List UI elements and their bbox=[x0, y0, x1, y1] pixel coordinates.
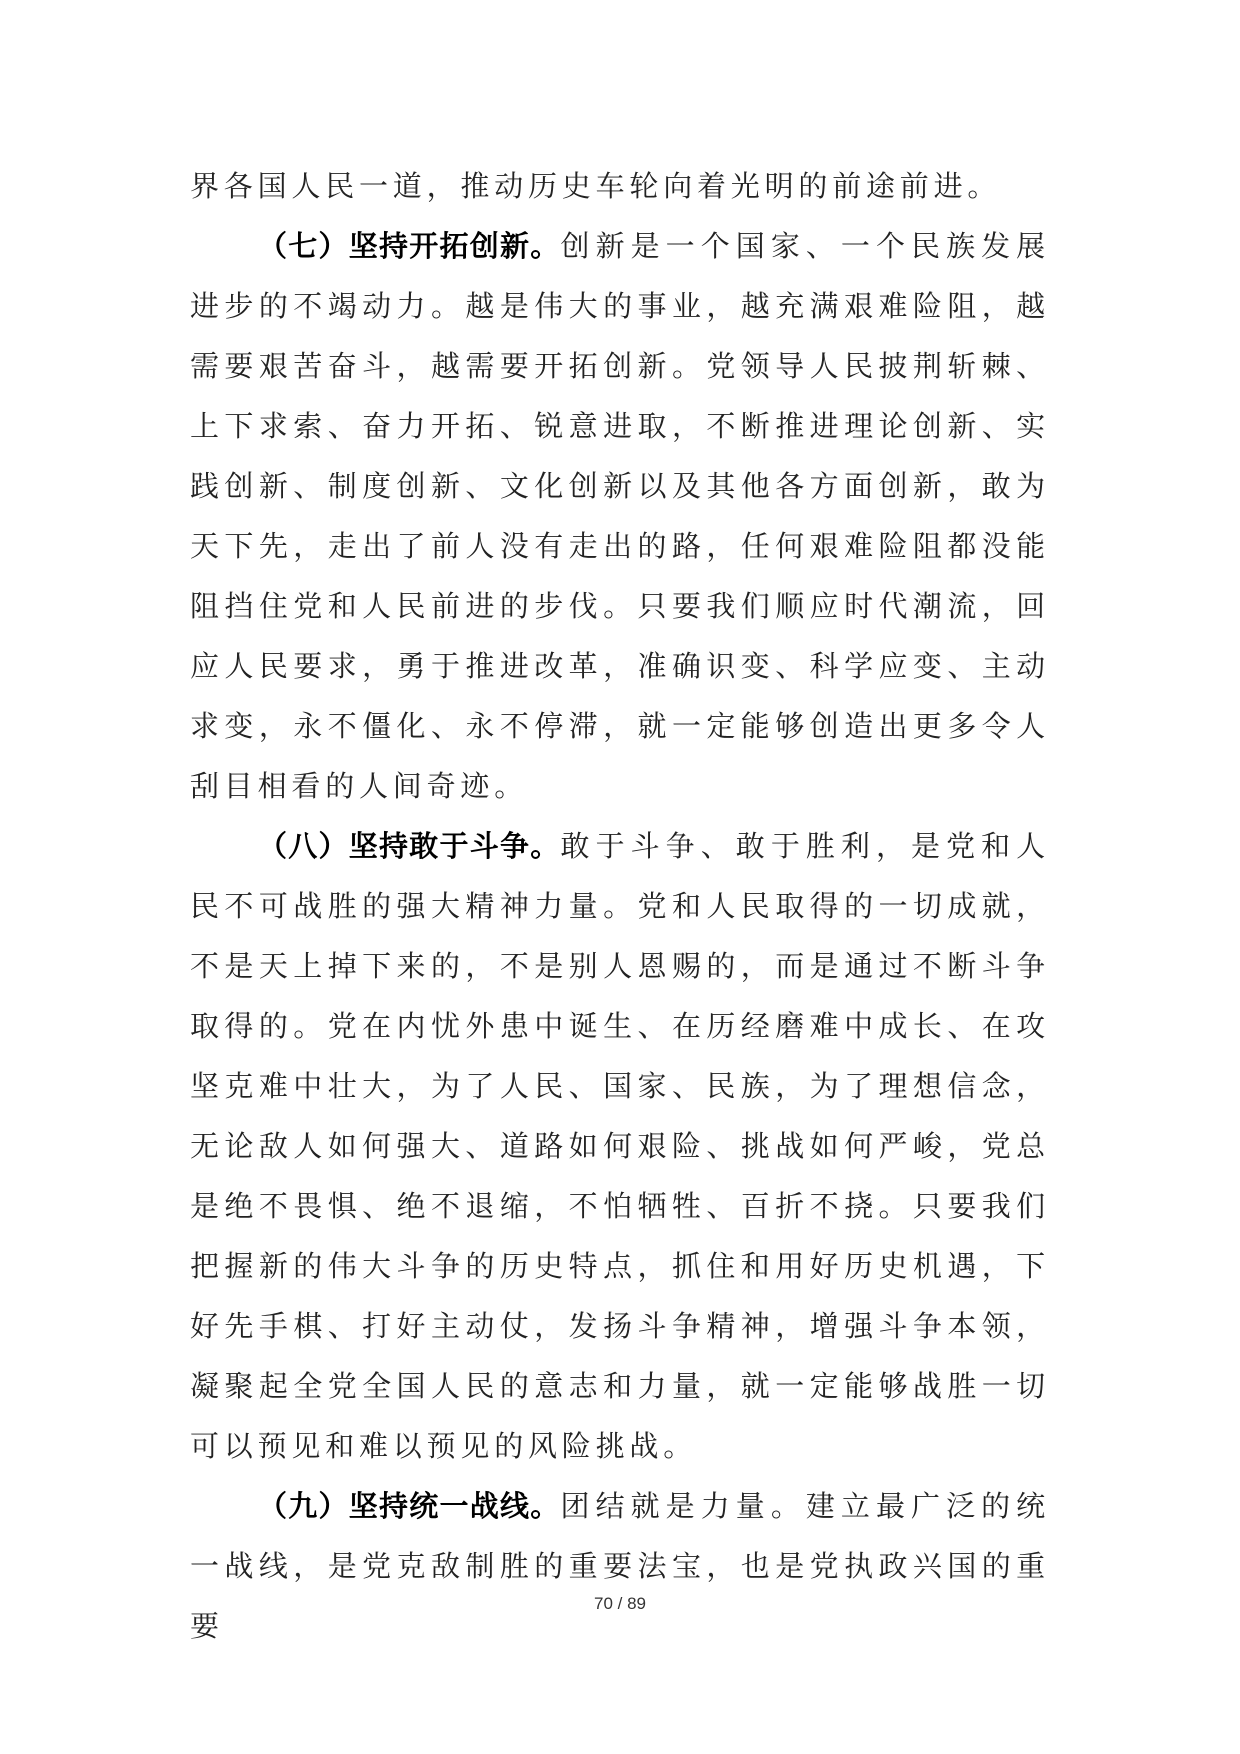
paragraph-united-front bbox=[190, 1476, 1050, 1656]
section-heading: （九）坚持统一战线。 bbox=[258, 1489, 561, 1523]
section-heading: （八）坚持敢于斗争。 bbox=[258, 829, 561, 863]
paragraph-text: 界各国人民一道，推动历史车轮向着光明的前途前进。 bbox=[190, 169, 1002, 203]
page-number: 70 / 89 bbox=[594, 1594, 646, 1613]
document-body bbox=[190, 156, 1050, 1656]
paragraph-text: 创新是一个国家、一个民族发展进步的不竭动力。越是伟大的事业，越充满艰难险阻，越需要艰苦奋斗，越需要开拓创新。党领导人民披荆斩棘、上下求索、奋力开拓、锐意进取，不断推进理论创新、实践创新、制度创新、文化创新以及其他各方面创新，敢为天下先，走出了前人没有走出的路，任何艰难险阻都没能阻挡住党和人民前进的步伐。只要我们顺应时代潮流，回应人民要求，勇于推进改革，准确识变、科学应变、主动求变，永不僵化、永不停滞，就一定能够创造出更多令人刮目相看的人间奇迹。 bbox=[190, 229, 1050, 803]
paragraph-text: 团结就是力量。建立最广泛的统一战线，是党克敌制胜的重要法宝，也是党执政兴国的重要 bbox=[190, 1489, 1050, 1643]
paragraph-struggle bbox=[190, 816, 1050, 1476]
paragraph-continuation bbox=[190, 156, 1050, 216]
paragraph-innovation bbox=[190, 216, 1050, 816]
section-heading: （七）坚持开拓创新。 bbox=[258, 229, 561, 263]
paragraph-text: 敢于斗争、敢于胜利，是党和人民不可战胜的强大精神力量。党和人民取得的一切成就，不是天上掉下来的，不是别人恩赐的，而是通过不断斗争取得的。党在内忧外患中诞生、在历经磨难中成长、在攻坚克难中壮大，为了人民、国家、民族，为了理想信念，无论敌人如何强大、道路如何艰险、挑战如何严峻，党总是绝不畏惧、绝不退缩，不怕牺牲、百折不挠。只要我们把握新的伟大斗争的历史特点，抓住和用好历史机遇，下好先手棋、打好主动仗，发扬斗争精神，增强斗争本领，凝聚起全党全国人民的意志和力量，就一定能够战胜一切可以预见和难以预见的风险挑战。 bbox=[190, 829, 1050, 1463]
